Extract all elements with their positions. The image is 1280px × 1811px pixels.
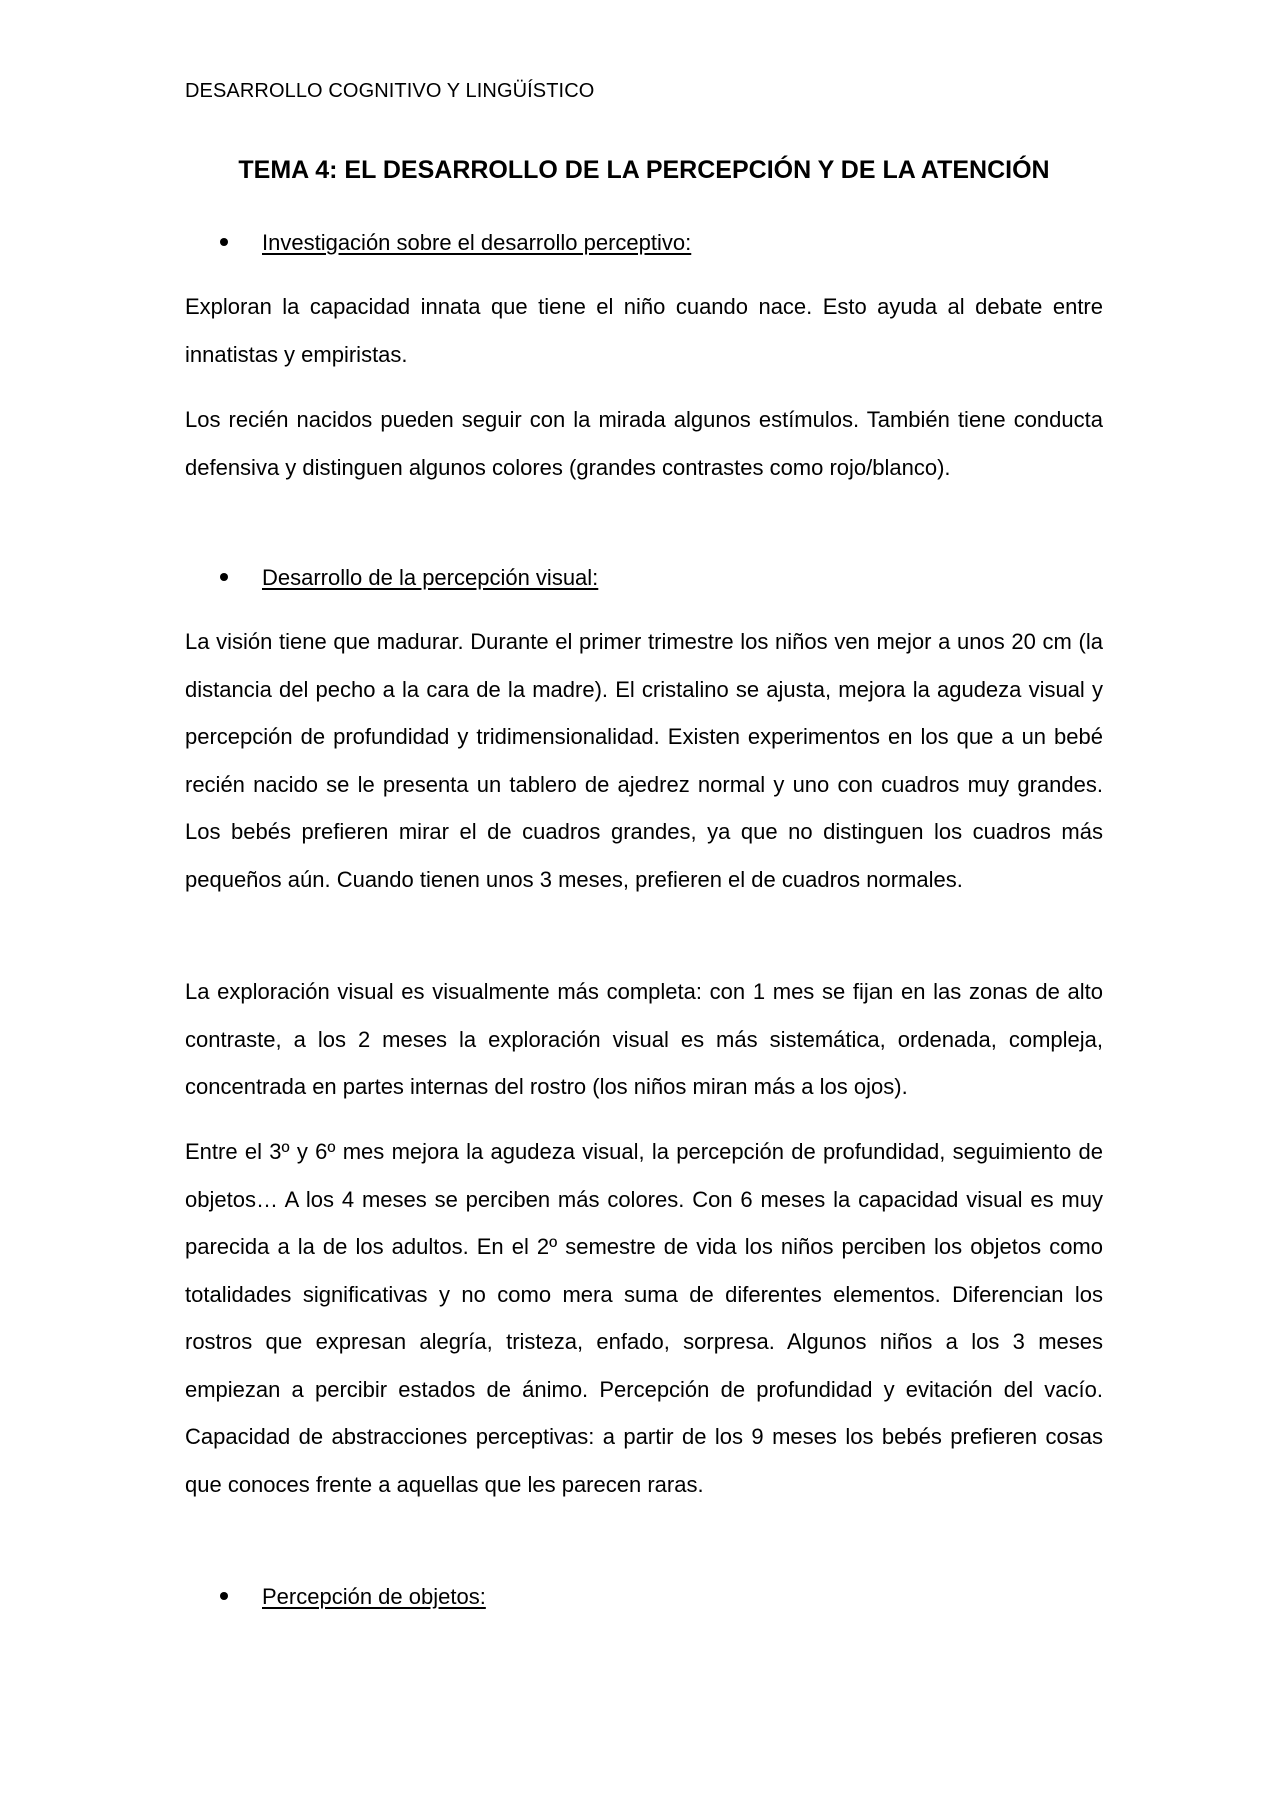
paragraph: La visión tiene que madurar. Durante el primer trimestre los niños ven mejor a unos 20 cm (la distancia del pecho a la cara de la madre). El cristalino se ajusta, mejora la agudeza visual y percepción de profundidad y tridimensionalidad. Existen experimentos en los que a un bebé recién nacido se le presenta un tablero de ajedrez normal y uno con cuadros muy grandes. Los bebés prefieren mirar el de cuadros grandes, ya que no distinguen los cuadros más pequeños aún. Cuando tienen unos 3 meses, prefieren el de cuadros normales. [185,629,1103,892]
paragraph: Entre el 3º y 6º mes mejora la agudeza visual, la percepción de profundidad, seguimiento de objetos… A los 4 meses se perciben más colores. Con 6 meses la capacidad visual es muy parecida a la de los adultos. En el 2º semestre de vida los niños perciben los objetos como totalidades significativas y no como mera suma de diferentes elementos. Diferencian los rostros que expresan alegría, tristeza, enfado, sorpresa. Algunos niños a los 3 meses empiezan a percibir estados de ánimo. Percepción de profundidad y evitación del vacío. Capacidad de abstracciones perceptivas: a partir de los 9 meses los bebés prefieren cosas que conoces frente a aquellas que les parecen raras. [185,1139,1103,1497]
document-title: TEMA 4: EL DESARROLLO DE LA PERCEPCIÓN Y DE LA ATENCIÓN [238,156,1050,184]
bullet-icon [220,238,228,246]
bullet-icon [220,573,228,581]
bullet-icon [220,1592,228,1600]
section-heading-label: Investigación sobre el desarrollo perceptivo: [262,230,692,255]
paragraph: Exploran la capacidad innata que tiene el niño cuando nace. Esto ayuda al debate entre innatistas y empiristas. [185,294,1103,367]
section-heading-investigacion [220,228,691,258]
paragraph: Los recién nacidos pueden seguir con la mirada algunos estímulos. También tiene conducta defensiva y distinguen algunos colores (grandes contrastes como rojo/blanco). [185,407,1103,480]
section-heading-label: Desarrollo de la percepción visual: [262,565,599,590]
running-header: DESARROLLO COGNITIVO Y LINGÜÍSTICO [185,80,595,102]
section-heading-percepcion-objetos [220,1582,486,1612]
section-heading-label: Percepción de objetos: [262,1584,486,1609]
paragraph: La exploración visual es visualmente más completa: con 1 mes se fijan en las zonas de alto contraste, a los 2 meses la exploración visual es más sistemática, ordenada, compleja, concentrada en partes internas del rostro (los niños miran más a los ojos). [185,979,1103,1099]
section-heading-percepcion-visual [220,563,598,593]
